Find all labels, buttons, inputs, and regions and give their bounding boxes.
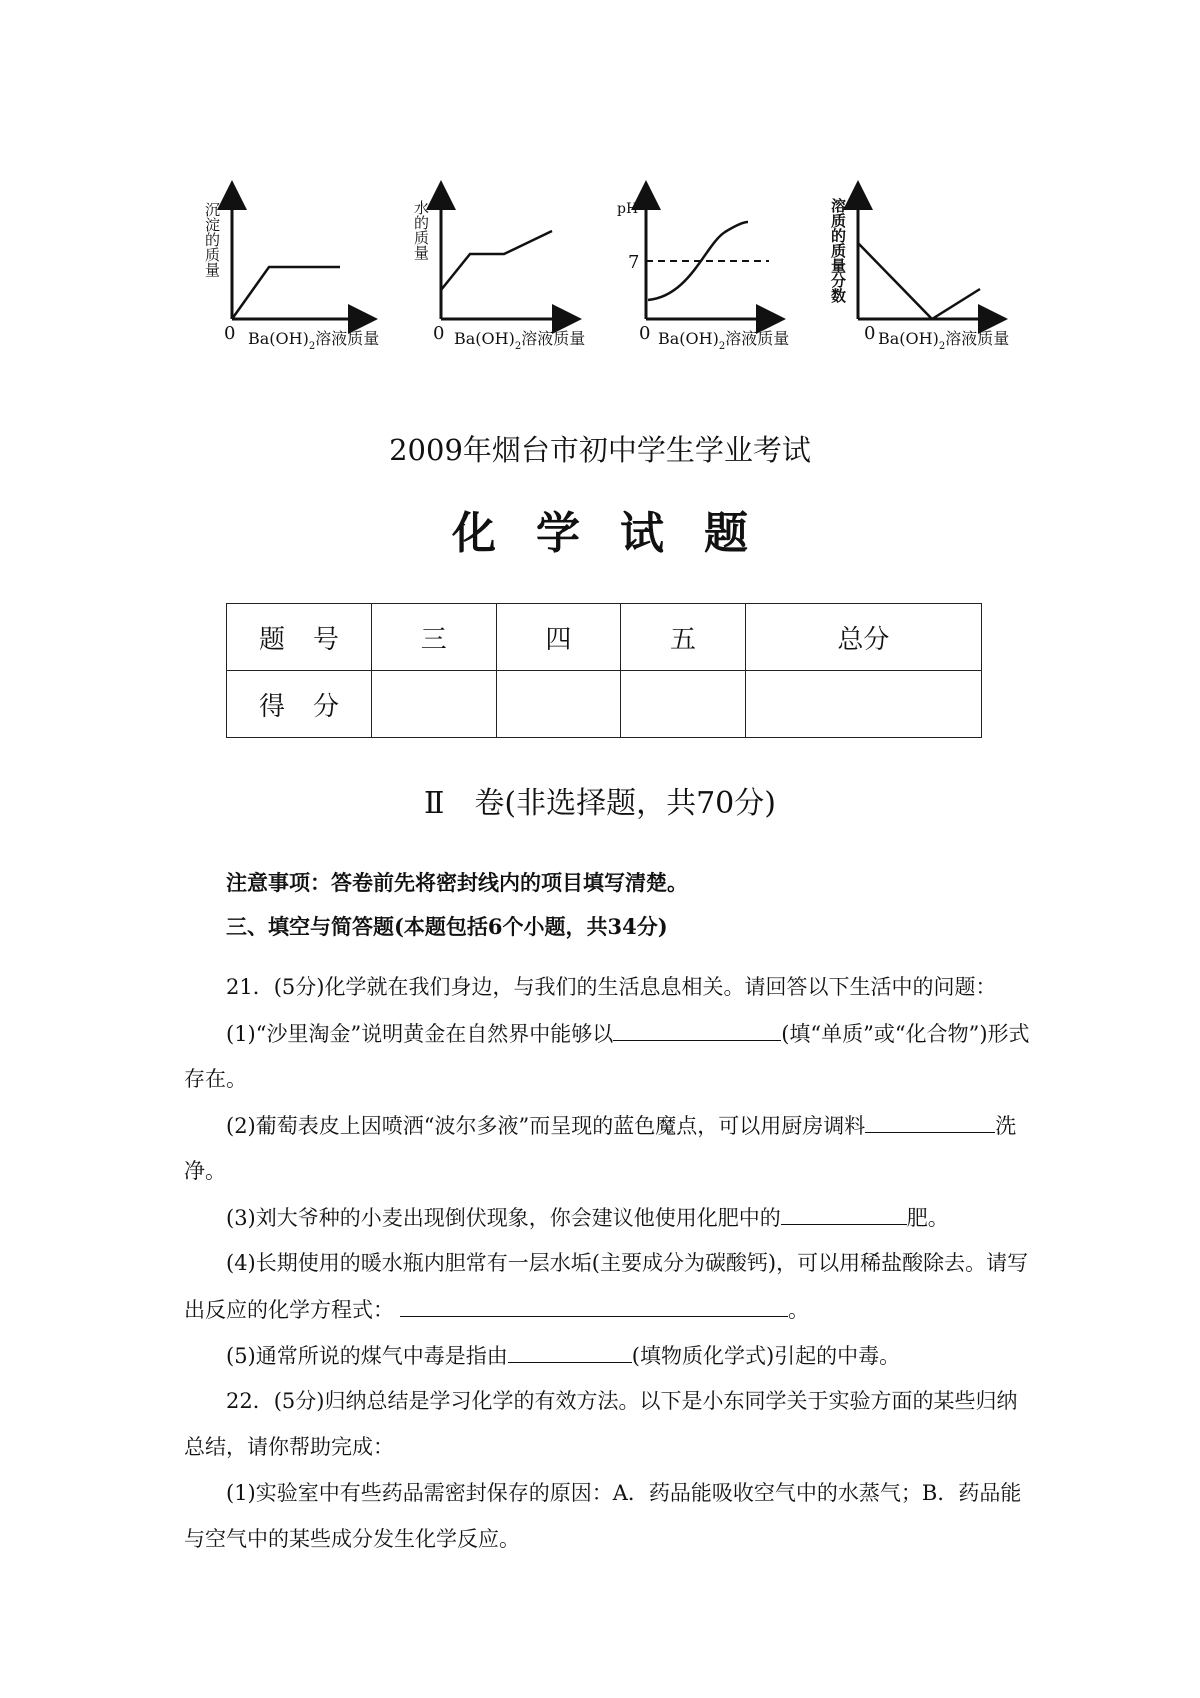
graph-d-origin: 0: [864, 323, 876, 344]
graph-a-xlabel: $Ba(OH)_2$溶液质量: [248, 329, 380, 352]
notice: 注意事项：答卷前先将密封线内的项目填写清楚。: [226, 870, 688, 895]
exam-name: 2009年烟台市初中学生学业考试: [389, 433, 811, 467]
q21-p1-text-b: (填“单质”或“化合物”)形式: [781, 1022, 1030, 1046]
q21-p5-text-a: (5)通常所说的煤气中毒是指由: [226, 1344, 508, 1368]
q22-p1-text-b: 与空气中的某些成分发生化学反应。: [184, 1527, 520, 1551]
q21-part3: [226, 1202, 949, 1233]
q21-p5-text-b: (填物质化学式)引起的中毒。: [631, 1344, 901, 1368]
q21-p2-text-c: 净。: [184, 1159, 226, 1183]
graph-c-xlabel: $Ba(OH)_2$溶液质量: [658, 329, 790, 352]
score-input-cell[interactable]: [372, 671, 497, 738]
graph-d: [829, 186, 1009, 352]
answer-graphs: [0, 0, 1200, 360]
answer-blank[interactable]: [781, 1202, 907, 1225]
graph-a: [203, 186, 379, 352]
q21-p1-text-a: (1)“沙里淘金”说明黄金在自然界中能够以: [226, 1022, 614, 1046]
q21-part2: [226, 1110, 1016, 1141]
graph-a-origin: 0: [224, 323, 236, 344]
q21-p3-text-b: 肥。: [906, 1206, 949, 1230]
subject-title: 化学试题: [452, 508, 788, 559]
q21-p4-text-b: 出反应的化学方程式：: [184, 1298, 394, 1322]
q22-stem-1: 22．(5分)归纳总结是学习化学的有效方法。以下是小东同学关于实验方面的某些归纳: [226, 1389, 1018, 1413]
graph-a-ylabel: 沉淀的质量: [203, 202, 221, 277]
answer-blank[interactable]: [508, 1340, 632, 1363]
graph-c-ylabel: pH: [617, 201, 639, 217]
score-input-cell[interactable]: [496, 671, 621, 738]
graph-d-ylabel: 溶质的质量分数: [829, 198, 847, 303]
score-cell: 四: [496, 604, 621, 671]
score-cell: 三: [372, 604, 497, 671]
answer-blank[interactable]: [400, 1294, 788, 1317]
graph-b-origin: 0: [433, 323, 445, 344]
graph-a-curve: [232, 267, 340, 319]
score-input-cell[interactable]: [621, 671, 746, 738]
part-title: 三、填空与简答题(本题包括6个小题，共34分): [226, 914, 668, 939]
score-cell: 五: [621, 604, 746, 671]
graph-c-origin: 0: [639, 323, 651, 344]
score-table: [226, 603, 982, 738]
answer-blank[interactable]: [613, 1018, 781, 1041]
q21-part1: [226, 1018, 1030, 1049]
q21-p4-text-c: 。: [788, 1298, 809, 1322]
q21-part4-cont: [184, 1294, 809, 1325]
q21-p4-text-a: (4)长期使用的暖水瓶内胆常有一层水垢(主要成分为碳酸钙)，可以用稀盐酸除去。请写: [226, 1251, 1029, 1275]
score-input-cell[interactable]: [745, 671, 981, 738]
graph-d-curve: [858, 243, 980, 319]
graph-c-tick-7: 7: [628, 252, 640, 273]
answer-blank[interactable]: [865, 1110, 995, 1133]
section-title: Ⅱ 卷(非选择题，共70分): [424, 786, 776, 821]
q21-part5: [226, 1340, 900, 1371]
graph-b-ylabel: 水的质量: [412, 200, 430, 260]
score-cell: 得分: [227, 671, 372, 738]
score-table-score-row: [227, 671, 982, 738]
score-cell: 题号: [227, 604, 372, 671]
graphs-svg: [0, 0, 1200, 360]
q21-stem: 21．(5分)化学就在我们身边，与我们的生活息息相关。请回答以下生活中的问题：: [226, 975, 997, 999]
q21-p3-text-a: (3)刘大爷种的小麦出现倒伏现象，你会建议他使用化肥中的: [226, 1206, 781, 1230]
q22-p1-text-a: (1)实验室中有些药品需密封保存的原因：A．药品能吸收空气中的水蒸气；B．药品能: [226, 1481, 1022, 1505]
q21-p2-text-a: (2)葡萄表皮上因喷洒“波尔多液”而呈现的蓝色魔点，可以用厨房调料: [226, 1114, 866, 1138]
q21-p1-text-c: 存在。: [184, 1067, 247, 1091]
score-cell: 总分: [745, 604, 981, 671]
graph-d-xlabel: $Ba(OH)_2$溶液质量: [878, 329, 1010, 352]
graph-b-curve: [441, 231, 552, 290]
q22-stem-2: 总结，请你帮助完成：: [184, 1435, 394, 1459]
score-table-header-row: [227, 604, 982, 671]
q21-p2-text-b: 洗: [995, 1114, 1017, 1138]
graph-b-xlabel: $Ba(OH)_2$溶液质量: [454, 329, 586, 352]
graph-b: [412, 186, 585, 352]
graph-c: [617, 186, 789, 352]
